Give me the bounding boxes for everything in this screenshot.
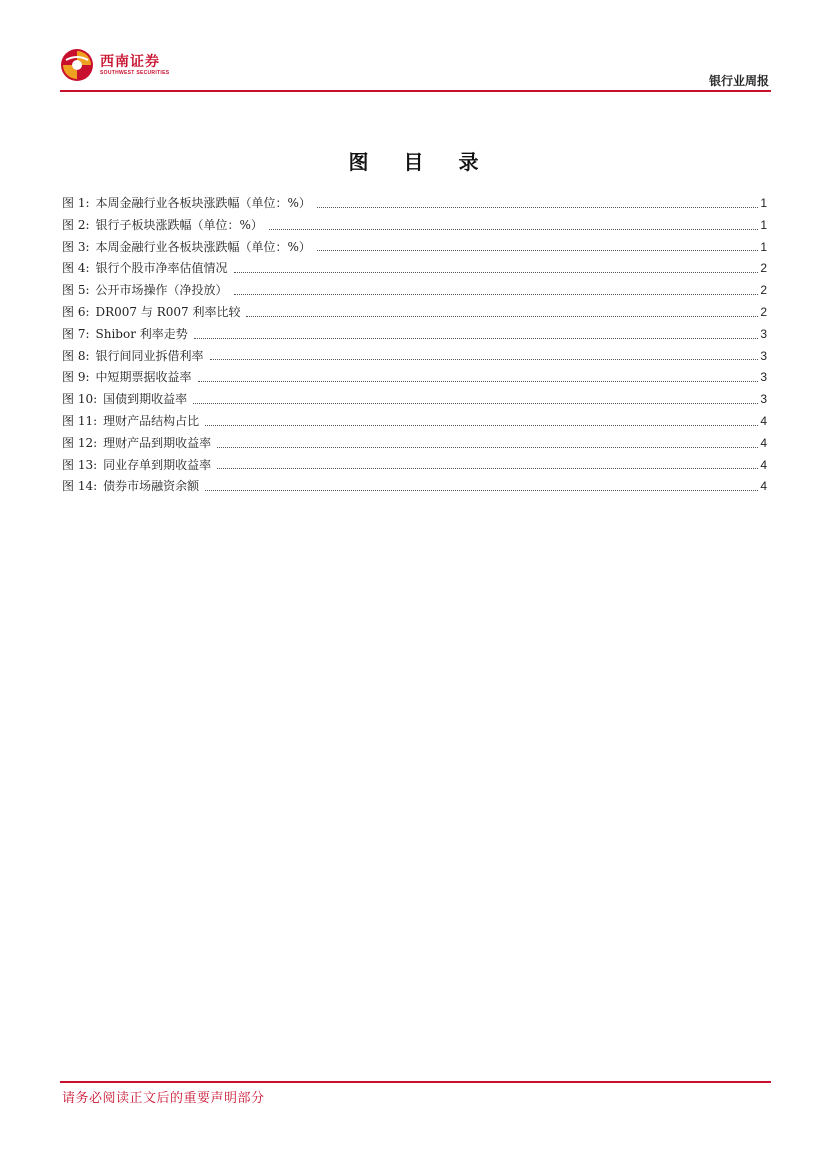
toc-dot-leader — [246, 315, 758, 317]
toc-entry-title: 银行间同业拆借利率 — [95, 348, 204, 363]
toc-entry[interactable] — [62, 367, 767, 389]
toc-entry-figure-number: 图 2: — [62, 217, 90, 232]
report-type-label: 银行业周报 — [708, 74, 769, 88]
toc-entry[interactable] — [62, 476, 767, 498]
toc-entry-title: 理财产品结构占比 — [103, 413, 200, 428]
toc-entry-title: 理财产品到期收益率 — [103, 435, 212, 450]
toc-entry-figure-number: 图 7: — [62, 326, 90, 341]
toc-entry[interactable] — [62, 433, 767, 455]
toc-dot-leader — [234, 271, 759, 273]
toc-entry-figure-number: 图 9: — [62, 370, 90, 385]
toc-entry-page-number: 2 — [760, 283, 767, 298]
footer-disclaimer: 请务必阅读正文后的重要声明部分 — [62, 1091, 265, 1106]
toc-dot-leader — [269, 228, 758, 230]
company-logo — [60, 48, 169, 82]
table-of-figures — [62, 193, 767, 498]
toc-entry-page-number: 3 — [760, 370, 767, 385]
toc-entry[interactable] — [62, 302, 767, 324]
toc-entry[interactable] — [62, 280, 767, 302]
toc-entry-page-number: 3 — [760, 348, 767, 363]
toc-entry-page-number: 1 — [760, 217, 767, 232]
toc-entry-figure-number: 图 5: — [62, 283, 90, 298]
toc-entry-title: 国债到期收益率 — [103, 392, 188, 407]
toc-entry[interactable] — [62, 193, 767, 215]
toc-entry-figure-number: 图 6: — [62, 304, 90, 319]
toc-dot-leader — [317, 249, 758, 251]
toc-entry[interactable] — [62, 389, 767, 411]
toc-entry-figure-number: 图 3: — [62, 239, 90, 254]
toc-entry-title: 银行个股市净率估值情况 — [95, 261, 228, 276]
toc-entry[interactable] — [62, 215, 767, 237]
toc-entry-title: 本周金融行业各板块涨跌幅（单位：%） — [95, 239, 311, 254]
logo-emblem-icon — [60, 48, 94, 82]
toc-entry-title: 债券市场融资余额 — [103, 479, 200, 494]
toc-entry[interactable] — [62, 258, 767, 280]
toc-entry-page-number: 4 — [760, 479, 767, 494]
toc-entry[interactable] — [62, 346, 767, 368]
logo-chinese-name: 西南证券 — [100, 53, 160, 70]
toc-dot-leader — [205, 424, 758, 426]
toc-entry-title: Shibor 利率走势 — [95, 326, 188, 341]
page-header — [60, 48, 771, 92]
toc-dot-leader — [317, 206, 758, 208]
toc-entry-title: 公开市场操作（净投放） — [95, 283, 228, 298]
header-divider — [60, 90, 771, 92]
toc-entry-page-number: 4 — [760, 413, 767, 428]
toc-dot-leader — [234, 293, 759, 295]
footer-divider — [60, 1081, 771, 1083]
toc-entry[interactable] — [62, 455, 767, 477]
toc-dot-leader — [194, 337, 759, 339]
toc-entry-page-number: 2 — [760, 261, 767, 276]
toc-entry-title: 中短期票据收益率 — [95, 370, 192, 385]
toc-entry-title: 银行子板块涨跌幅（单位：%） — [95, 217, 263, 232]
toc-dot-leader — [193, 402, 758, 404]
toc-entry-page-number: 1 — [760, 239, 767, 254]
toc-entry-page-number: 4 — [760, 435, 767, 450]
toc-entry[interactable] — [62, 237, 767, 259]
toc-entry-figure-number: 图 12: — [62, 435, 98, 450]
toc-title: 图 目 录 — [348, 150, 493, 174]
toc-dot-leader — [217, 446, 758, 448]
toc-entry-title: 本周金融行业各板块涨跌幅（单位：%） — [95, 196, 311, 210]
toc-dot-leader — [217, 467, 758, 469]
toc-dot-leader — [205, 489, 758, 491]
toc-entry-figure-number: 图 4: — [62, 261, 90, 276]
toc-entry-page-number: 4 — [760, 457, 767, 472]
toc-entry-figure-number: 图 13: — [62, 457, 98, 472]
toc-entry-figure-number: 图 14: — [62, 479, 98, 494]
toc-entry-figure-number: 图 11: — [62, 413, 98, 428]
toc-entry-title: 同业存单到期收益率 — [103, 457, 212, 472]
toc-entry-page-number: 3 — [760, 326, 767, 341]
toc-entry-page-number: 1 — [760, 196, 767, 210]
toc-entry-title: DR007 与 R007 利率比较 — [95, 304, 241, 319]
toc-entry-figure-number: 图 1: — [62, 196, 90, 210]
toc-dot-leader — [198, 380, 759, 382]
toc-entry-page-number: 2 — [760, 304, 767, 319]
toc-entry[interactable] — [62, 411, 767, 433]
toc-dot-leader — [210, 358, 759, 360]
toc-entry-figure-number: 图 8: — [62, 348, 90, 363]
toc-entry[interactable] — [62, 324, 767, 346]
toc-entry-figure-number: 图 10: — [62, 392, 98, 407]
logo-english-name: SOUTHWEST SECURITIES — [100, 69, 170, 76]
toc-entry-page-number: 3 — [760, 392, 767, 407]
